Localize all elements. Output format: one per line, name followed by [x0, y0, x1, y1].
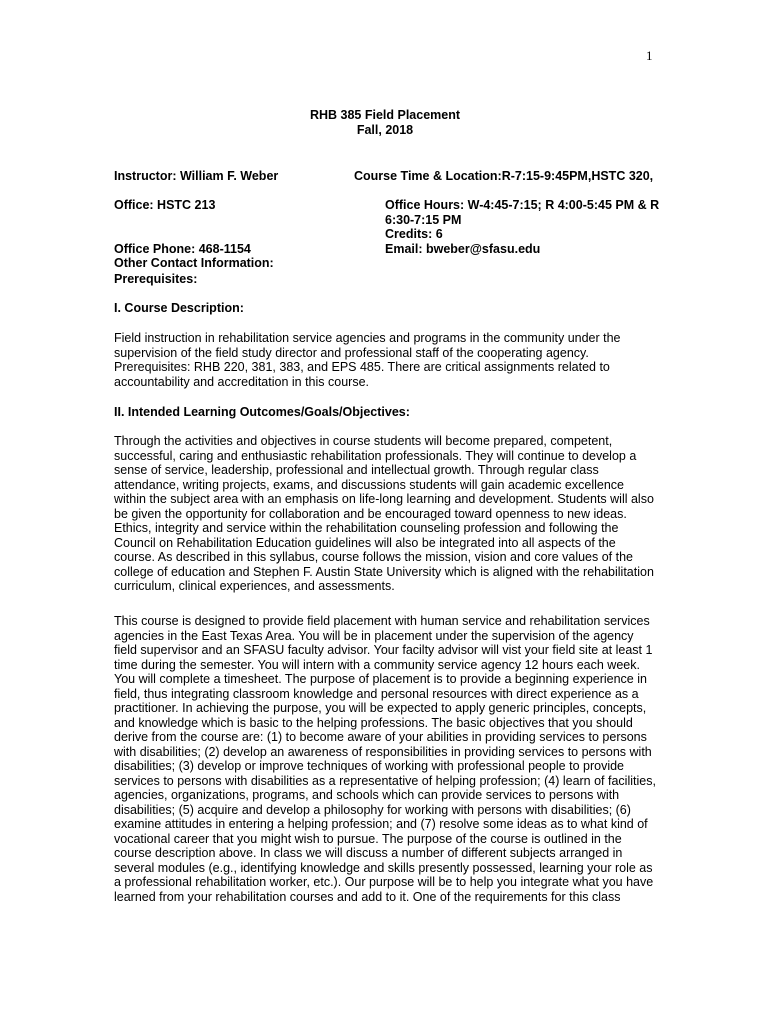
course-info [354, 169, 660, 256]
office-phone: Office Phone: 468-1154 [114, 241, 251, 256]
course-term: Fall, 2018 [356, 122, 414, 137]
instructor-name: Instructor: William F. Weber [114, 169, 279, 183]
course-header [114, 108, 656, 137]
email: Email: bweber@sfasu.edu [385, 241, 541, 256]
course-time-location: Course Time & Location:R-7:15-9:45PM,HSTC 320, [354, 169, 654, 183]
course-title: RHB 385 Field Placement [309, 108, 461, 122]
office-location: Office: HSTC 213 [114, 198, 216, 212]
course-description-heading: I. Course Description: [114, 301, 244, 315]
outcomes-paragraph-1: Through the activities and objectives in course students will become prepared, competent, successful, caring and enthusiastic rehabilitation professionals. They will continue to develop a sense of service, leadership, professional and intellectual growth. Through regular class attendance, writing projects, exams, and discussions students will gain academic excellence within the subject area with an emphasis on life-long learning and development. Students will also be given the opportunity for collaboration and be encouraged toward openness to new ideas. Ethics, integrity and service within the rehabilitation counseling profession and following the Council on Rehabilitation Education guidelines will also be integrated into all aspects of the course. As described in this syllabus, course follows the mission, vision and core values of the college of education and Stephen F. Austin State University which is aligned with the rehabilitation curriculum, clinical experiences, and assessments. [114, 434, 654, 593]
credits: Credits: 6 [385, 227, 443, 241]
outcomes-paragraph-2: This course is designed to provide field placement with human service and rehabilitation services agencies in the East Texas Area. You will be in placement under the supervision of the agency field supervisor and an SFASU faculty advisor. Your facilty advisor will vist your field site at least 1 time during the semester. You will intern with a community service agency 12 hours each week. You will complete a timesheet. The purpose of placement is to provide a beginning experience in field, thus integrating classroom knowledge and personal resources with direct experience as a practitioner. In achieving the purpose, you will be expected to apply generic principles, concepts, and knowledge which is basic to the helping professions. The basic objectives that you should derive from the course are: (1) to become aware of your abilities in providing services to persons with disabilities; (2) develop an awareness of responsibilities in providing services to persons with disabilities; (3) develop or improve techniques of working with professional people to provide services to persons with disabilities as a representative of helping profession; (4) learn of facilities, agencies, organizations, programs, and schools which can provide services to persons with disabilities; (5) acquire and develop a philosophy for working with persons with disabilities; (6) examine attitudes in entering a helping profession; and (7) resolve some ideas as to what kind of vocational career that you might wish to pursue. The purpose of the course is outlined in the course description above. In class we will discuss a number of different subjects arranged in several modules (e.g., identifying knowledge and skills presently possessed, learning your role as a professional rehabilitation worker, etc.). Our purpose will be to help you integrate what you have learned from your rehabilitation courses and add to it. One of the requirements for this class [114, 614, 656, 904]
other-contact: Other Contact Information: [114, 256, 274, 270]
prerequisites-heading: Prerequisites: [114, 272, 198, 286]
page-number: 1 [646, 48, 653, 63]
course-description-text: Field instruction in rehabilitation service agencies and programs in the community under the supervision of the field study director and professional staff of the cooperating agency. Prerequisites: RHB 220, 381, 383, and EPS 485. There are critical assignments related to accountability and accreditation in this course. [114, 331, 621, 389]
instructor-info [114, 169, 354, 271]
office-hours: Office Hours: W-4:45-7:15; R 4:00-5:45 PM & R 6:30-7:15 PM [385, 198, 660, 227]
outcomes-heading: II. Intended Learning Outcomes/Goals/Objectives: [114, 405, 410, 419]
